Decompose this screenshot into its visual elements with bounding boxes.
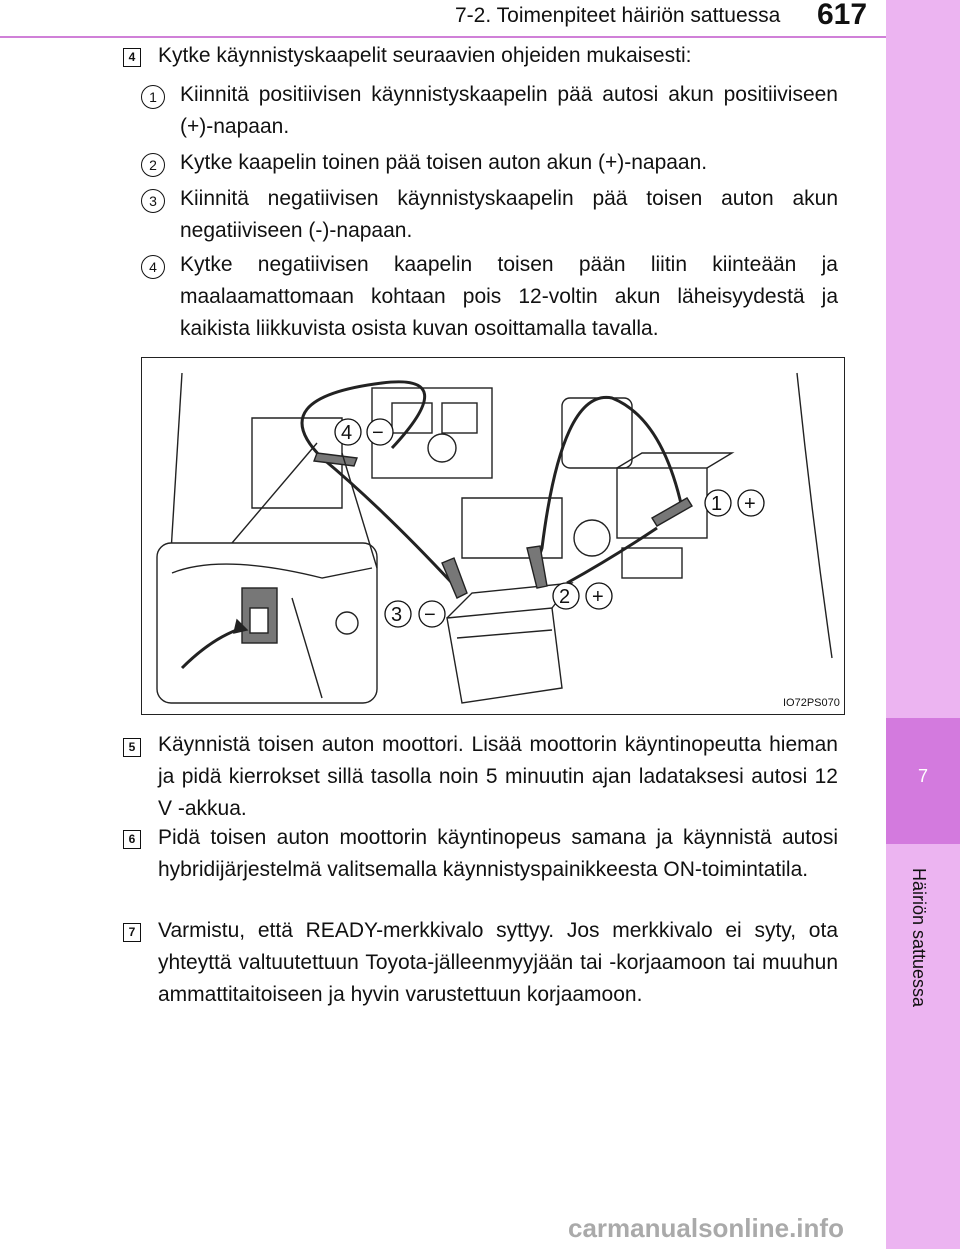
callout-2-number: 2 bbox=[559, 586, 571, 608]
callout-4-sign: − bbox=[372, 422, 384, 444]
substep-2-text: Kytke kaapelin toinen pää toisen auton akun (+)-napaan. bbox=[180, 151, 708, 174]
substep-3-text: Kiinnitä negatiivisen käynnistyskaapelin pää toisen auton akun negatiiviseen (-)-napaan. bbox=[180, 187, 838, 242]
callout-1-positive bbox=[705, 490, 764, 516]
substep-number-1: 1 bbox=[141, 85, 165, 109]
step-4-text: Kytke käynnistyskaapelit seuraavien ohjeiden mukaisesti: bbox=[158, 44, 692, 67]
section-title: 7-2. Toimenpiteet häiriön sattuessa bbox=[455, 4, 781, 27]
callout-1-number: 1 bbox=[711, 493, 723, 515]
figure-code: IO72PS070 bbox=[783, 697, 840, 709]
watermark: carmanualsonline.info bbox=[568, 1213, 844, 1243]
step-6-text: Pidä toisen auton moottorin käyntinopeus samana ja käynnistä autosi hybridijärjestelmä valitsemalla käynnistyspainikkeesta ON-toimintatila. bbox=[158, 826, 838, 881]
callout-2-positive bbox=[553, 583, 612, 609]
substep-number-2: 2 bbox=[141, 153, 165, 177]
substep-number-4: 4 bbox=[141, 255, 165, 279]
callout-4-number: 4 bbox=[341, 422, 353, 444]
substep-4-text: Kytke negatiivisen kaapelin toisen pään liitin kiinteään ja maalaamattomaan kohtaan pois 12-voltin akun läheisyydestä ja kaikista liikkuvista osista kuvan osoittamalla tavalla. bbox=[180, 253, 838, 340]
step-7-text: Varmistu, että READY-merkkivalo syttyy. Jos merkkivalo ei syty, ota yhteyttä valtuutettuun Toyota-jälleenmyyjään tai -korjaamoon tai muuhun ammattitaitoiseen ja hyvin varustettuun korjaamoon. bbox=[158, 919, 838, 1006]
step-5-text: Käynnistä toisen auton moottori. Lisää moottorin käyntinopeutta hieman ja pidä kierrokset sillä tasolla noin 5 minuutin ajan ladataksesi autosi 12 V -akkua. bbox=[158, 733, 838, 820]
step-number-7: 7 bbox=[123, 923, 141, 942]
callout-3-number: 3 bbox=[391, 604, 403, 626]
header-divider bbox=[0, 36, 886, 38]
callout-3-negative bbox=[385, 601, 445, 627]
substep-number-3: 3 bbox=[141, 189, 165, 213]
callout-3-sign: − bbox=[424, 604, 436, 626]
step-number-4: 4 bbox=[123, 48, 141, 67]
chapter-number: 7 bbox=[917, 766, 928, 786]
callout-2-sign: + bbox=[592, 586, 604, 608]
step-number-6: 6 bbox=[123, 830, 141, 849]
substep-1-text: Kiinnitä positiivisen käynnistyskaapelin pää autosi akun positiiviseen (+)-napaan. bbox=[180, 83, 838, 138]
chapter-label: Häiriön sattuessa bbox=[909, 868, 929, 1008]
side-tab bbox=[886, 0, 960, 1249]
callout-1-sign: + bbox=[744, 493, 756, 515]
jump-start-illustration bbox=[141, 357, 845, 715]
step-number-5: 5 bbox=[123, 738, 141, 757]
page-number: 617 bbox=[817, 0, 868, 31]
callout-4-negative bbox=[335, 419, 393, 445]
engine-bay-drawing bbox=[142, 358, 844, 714]
